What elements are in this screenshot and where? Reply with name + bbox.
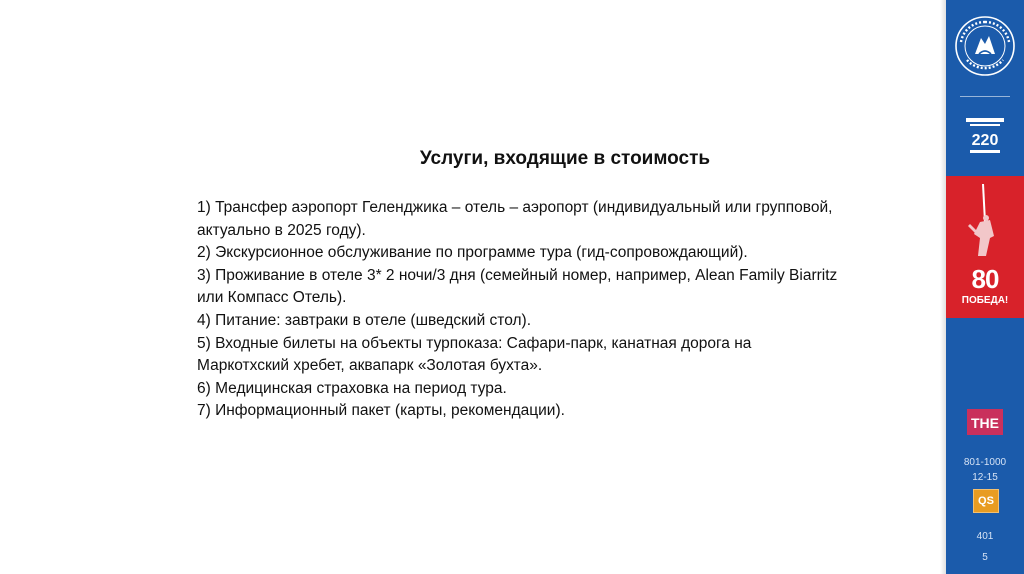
the-ranking-line-2: 12-15 bbox=[972, 472, 998, 483]
services-list bbox=[197, 197, 847, 423]
list-item: 5) Входные билеты на объекты турпоказа: Сафари-парк, канатная дорога на Маркотхский хребет, аквапарк «Золотая бухта». bbox=[197, 334, 752, 375]
qs-ranking-line-2: 5 bbox=[982, 552, 988, 563]
list-item: 2) Экскурсионное обслуживание по программе тура (гид-сопровождающий). bbox=[197, 244, 748, 262]
list-item: 1) Трансфер аэропорт Геленджика – отель – аэропорт (индивидуальный или групповой, актуально в 2025 году). bbox=[197, 199, 833, 239]
slide-title: Услуги, входящие в стоимость bbox=[419, 148, 711, 169]
victory-80-banner bbox=[946, 176, 1024, 318]
university-seal-logo bbox=[953, 14, 1017, 78]
qs-ranking-line-1: 401 bbox=[976, 531, 994, 542]
anniversary-220-logo bbox=[962, 112, 1008, 158]
qs-ranking-logo: QS bbox=[973, 489, 999, 513]
the-ranking-logo bbox=[965, 407, 1005, 437]
svg-text:220: 220 bbox=[971, 132, 999, 149]
list-item: 6) Медицинская страховка на период тура. bbox=[197, 379, 507, 397]
list-item: 4) Питание: завтраки в отеле (шведский стол). bbox=[197, 311, 532, 329]
victory-number: 80 bbox=[971, 264, 999, 294]
svg-text:THE: THE bbox=[971, 415, 999, 431]
right-sidebar bbox=[946, 0, 1024, 574]
list-item: 3) Проживание в отеле 3* 2 ночи/3 дня (семейный номер, например, Alean Family Biarritz или Компасс Отель). bbox=[197, 266, 838, 307]
list-item: 7) Информационный пакет (карты, рекомендации). bbox=[197, 402, 565, 420]
victory-word: ПОБЕДА! bbox=[961, 295, 1009, 306]
sidebar-divider bbox=[960, 96, 1010, 97]
the-ranking-line-1: 801-1000 bbox=[963, 457, 1007, 468]
